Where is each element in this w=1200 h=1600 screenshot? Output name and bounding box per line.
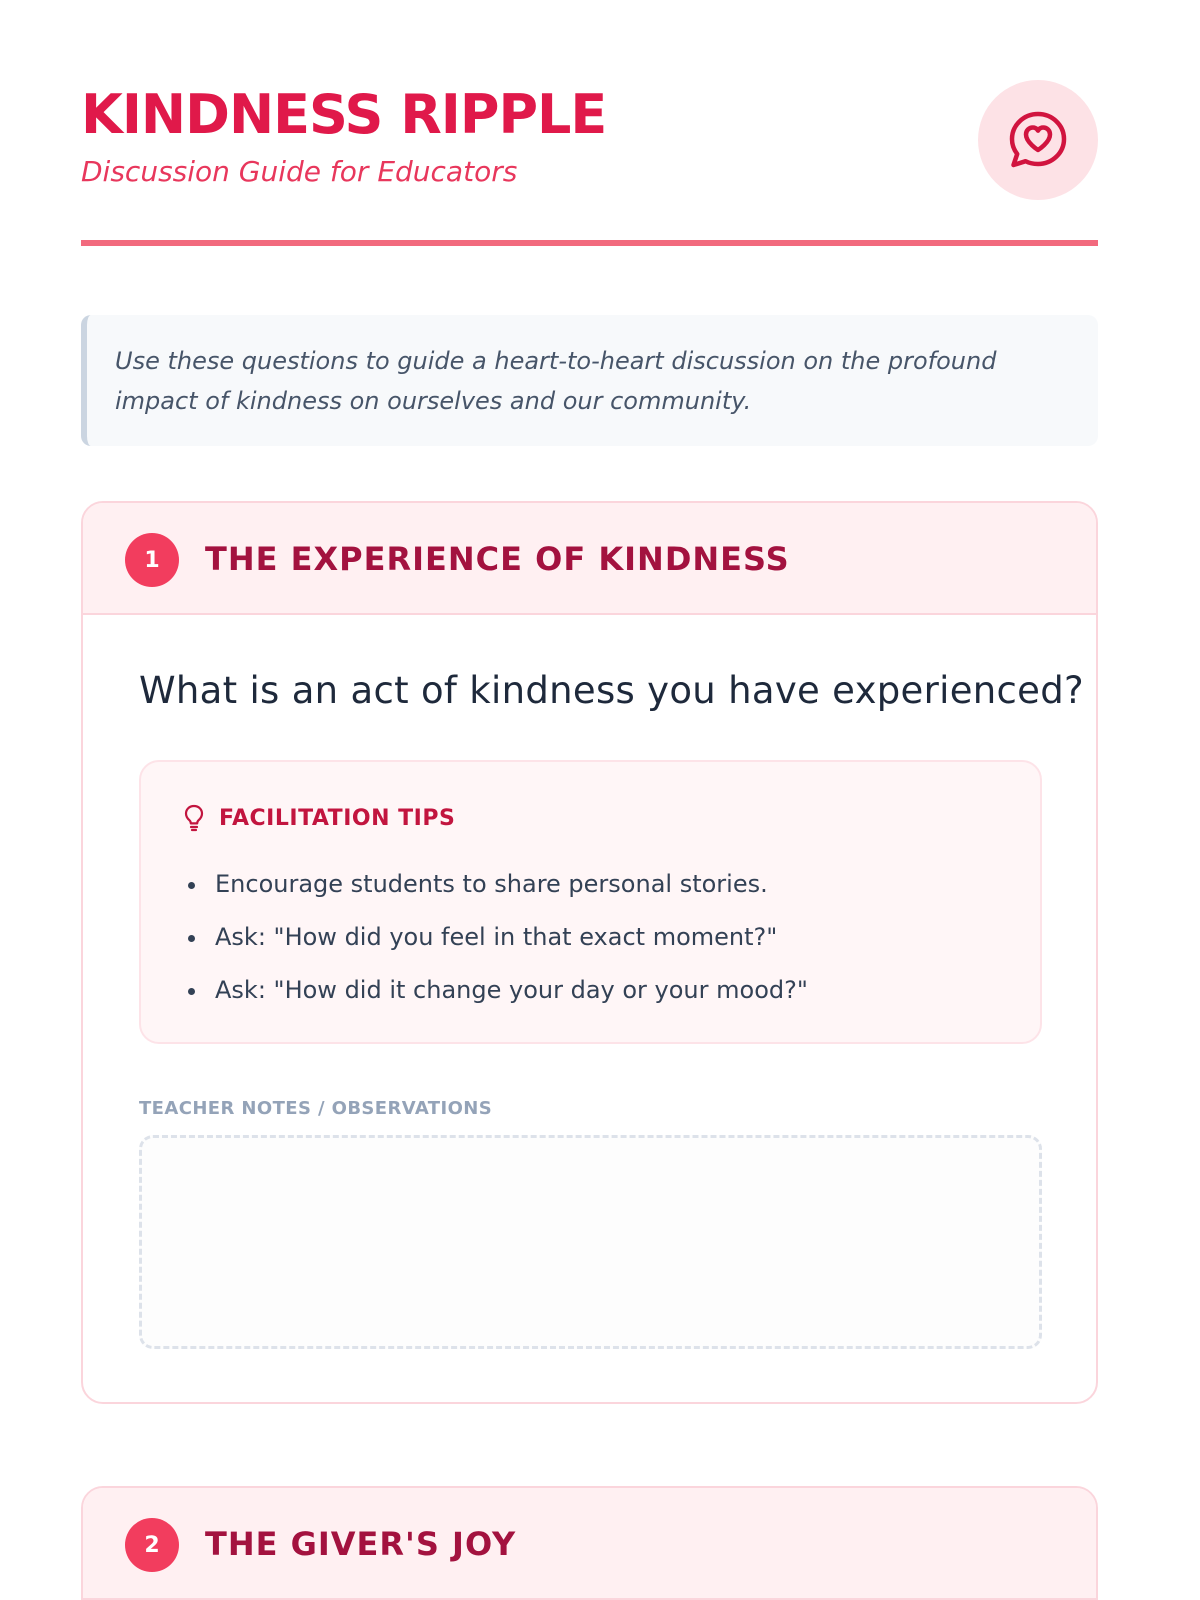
question-card-2	[81, 1486, 1098, 1600]
intro-callout: Use these questions to guide a heart-to-heart discussion on the profound impact of kindness on ourselves and our community.	[81, 315, 1098, 446]
facilitation-tips	[139, 760, 1042, 1044]
lightbulb-icon	[183, 804, 205, 832]
page-title: KINDNESS RIPPLE	[81, 83, 607, 146]
notes-label: TEACHER NOTES / OBSERVATIONS	[139, 1098, 493, 1119]
question-card-1	[81, 501, 1098, 1404]
tip-item: Ask: "How did it change your day or your mood?"	[183, 964, 1040, 1017]
discussion-question: What is an act of kindness you have experienced?	[139, 669, 1084, 712]
header	[81, 80, 1098, 246]
section-number-badge: 1	[125, 533, 179, 587]
section-header	[83, 1488, 1096, 1600]
heart-chat-bubble-icon	[1006, 108, 1070, 172]
tips-label: FACILITATION TIPS	[219, 805, 456, 831]
tips-header	[183, 802, 1040, 834]
logo	[978, 80, 1098, 200]
section-title: THE GIVER'S JOY	[205, 1525, 517, 1563]
section-header	[83, 503, 1096, 615]
section-number-badge: 2	[125, 1518, 179, 1572]
tip-item: Ask: "How did you feel in that exact moment?"	[183, 911, 1040, 964]
page-subtitle: Discussion Guide for Educators	[81, 155, 518, 188]
tips-list	[183, 858, 1040, 1017]
tip-item: Encourage students to share personal stories.	[183, 858, 1040, 911]
teacher-notes-field[interactable]	[139, 1135, 1042, 1349]
section-title: THE EXPERIENCE OF KINDNESS	[205, 540, 790, 578]
